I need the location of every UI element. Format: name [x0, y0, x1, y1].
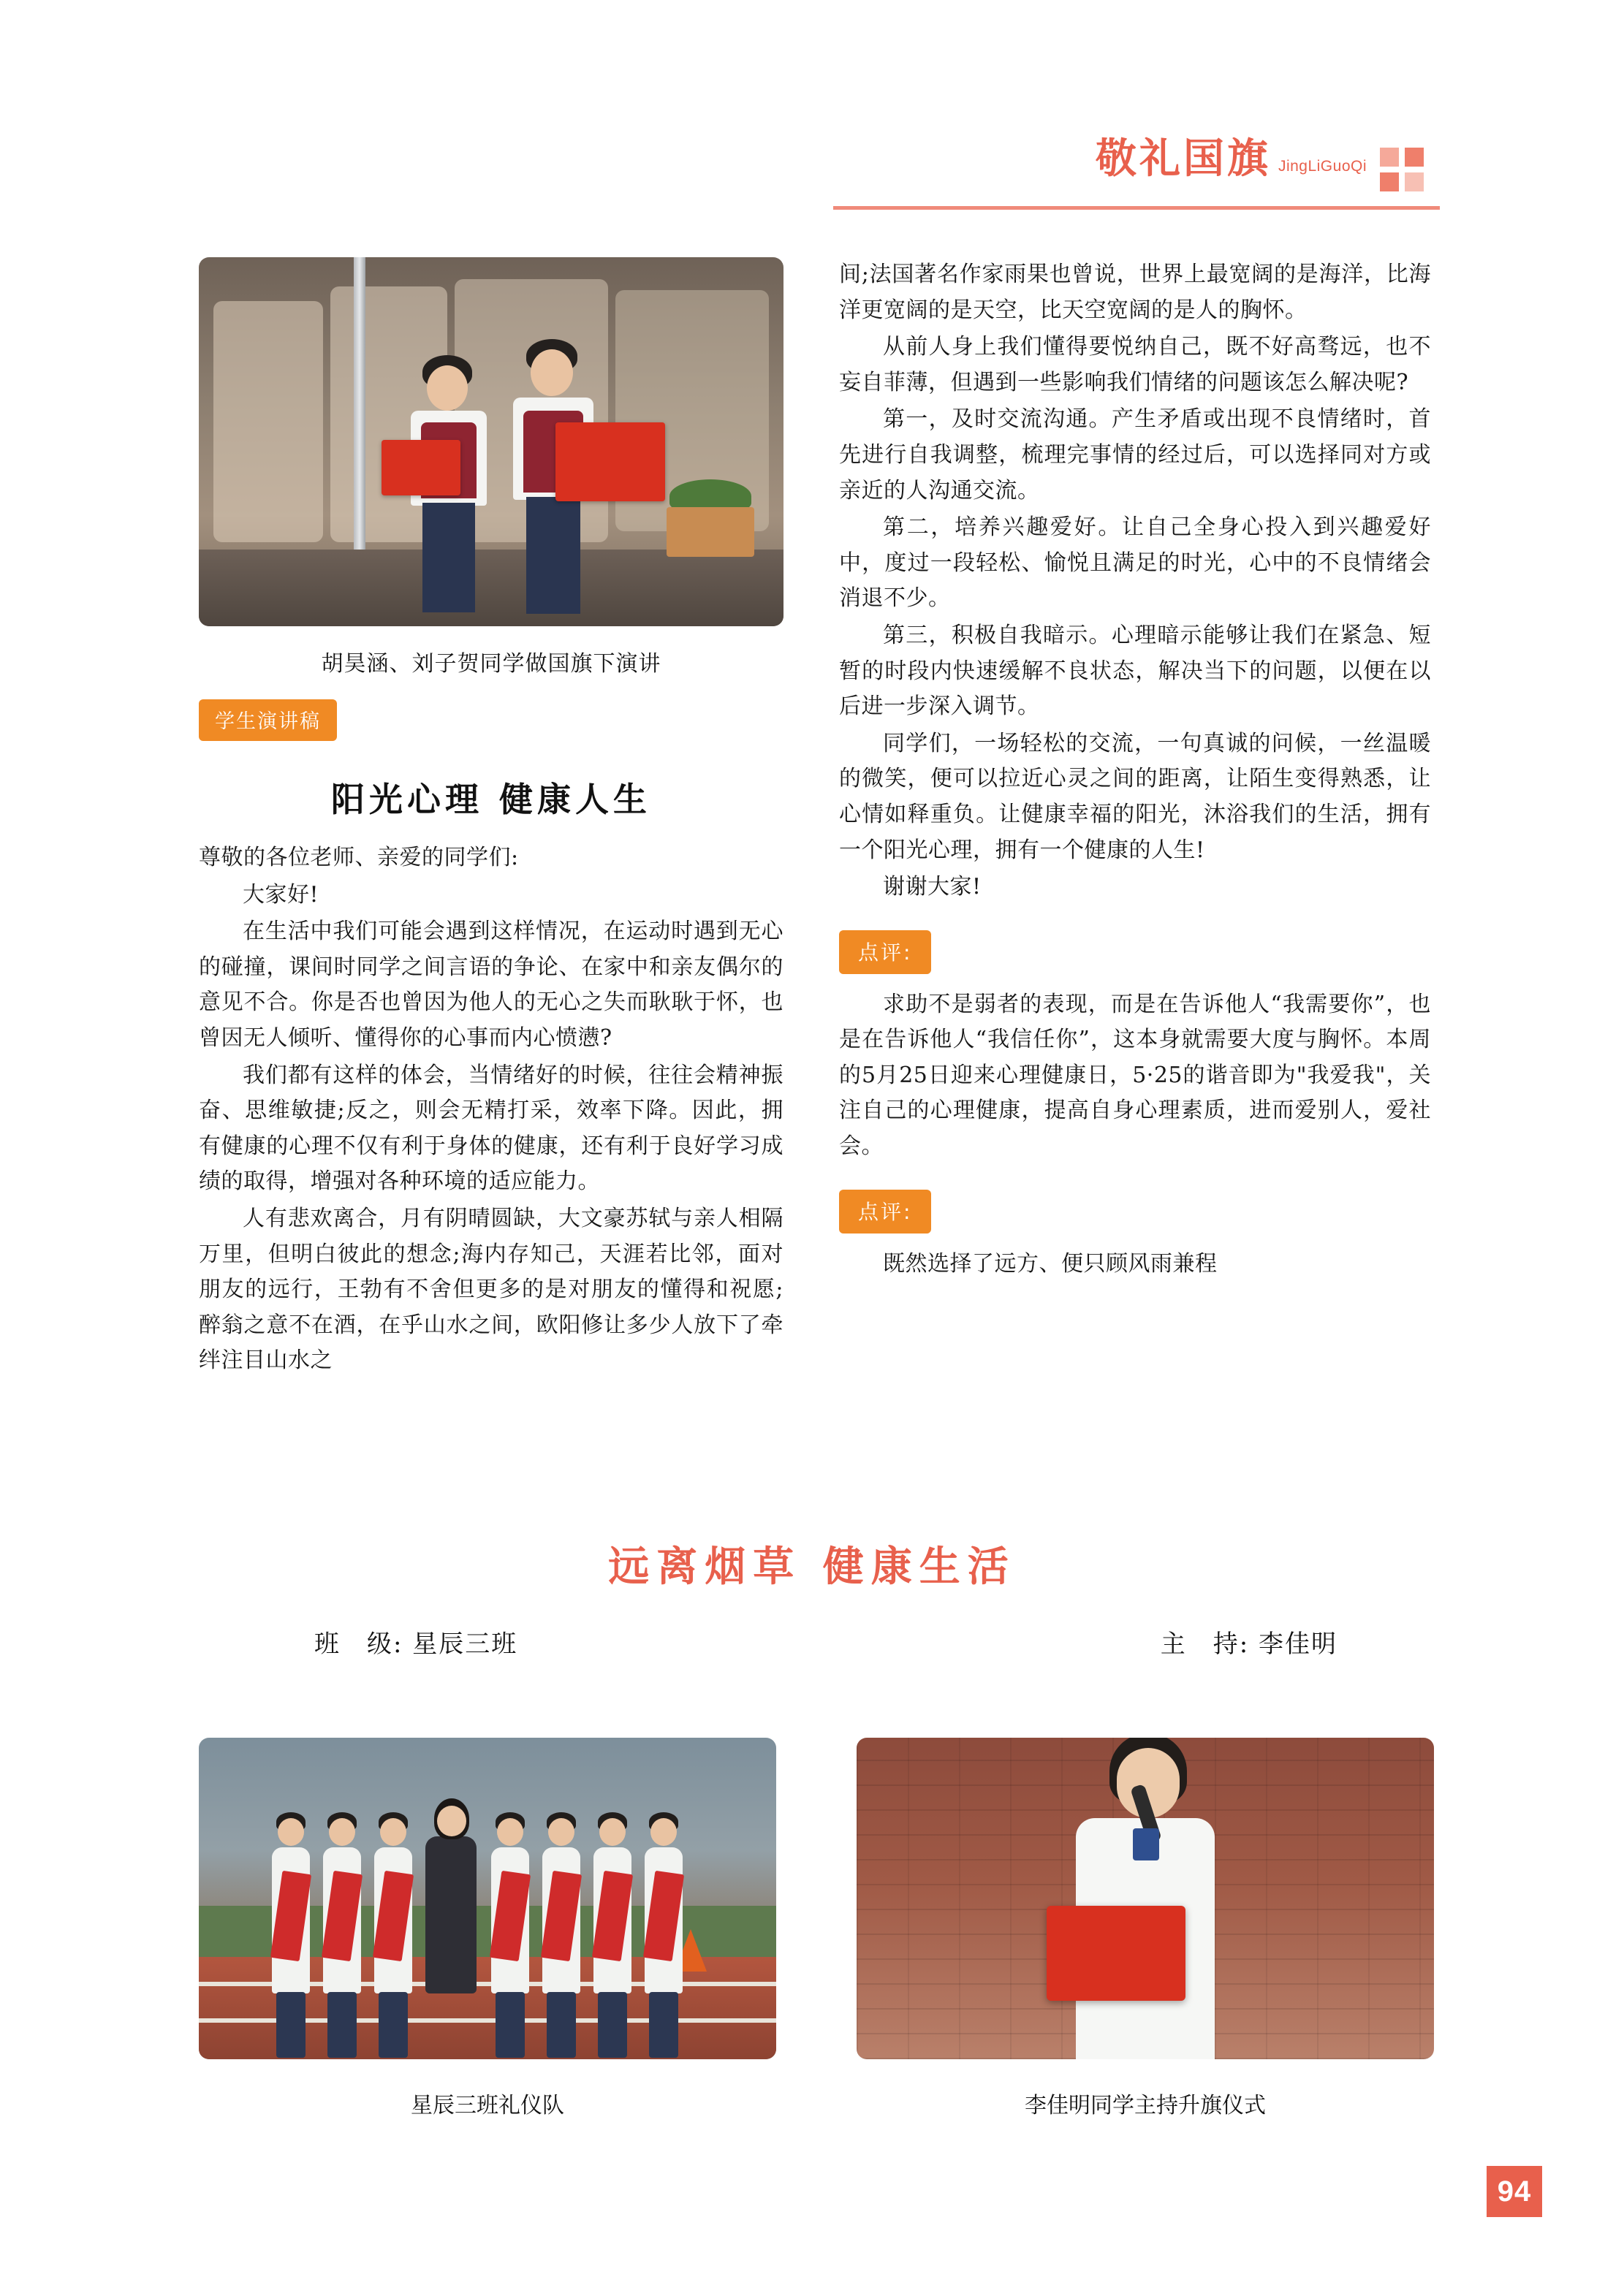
page-header — [833, 135, 1447, 209]
tag-comment-1: 点评: — [839, 930, 931, 974]
paragraph: 谢谢大家! — [883, 874, 982, 900]
comment-text-1 — [839, 987, 1431, 1165]
paragraph: 间;法国著名作家雨果也曾说，世界上最宽阔的是海洋，比海洋更宽阔的是天空，比天空宽阔的是人的胸怀。 — [839, 262, 1431, 323]
comment-text-2 — [839, 1247, 1431, 1282]
photo-caption-etiquette-team: 星辰三班礼仪队 — [411, 2093, 564, 2118]
decorative-squares-icon — [1380, 148, 1433, 200]
photo-etiquette-team — [199, 1738, 776, 2059]
class-label: 班 级: 星辰三班 — [314, 1630, 518, 1659]
page-title: 敬礼国旗 — [1095, 135, 1271, 183]
photo-host — [857, 1738, 1434, 2059]
bottom-photo-captions — [199, 2087, 1434, 2119]
paragraph: 既然选择了远方、便只顾风雨兼程 — [883, 1250, 1218, 1277]
header-divider — [833, 206, 1440, 210]
paragraph: 从前人身上我们懂得要悦纳自己，既不好高骛远，也不妄自菲薄，但遇到一些影响我们情绪的问题该怎么解决呢? — [839, 334, 1431, 395]
right-body-text — [839, 257, 1431, 905]
left-column — [199, 257, 783, 1380]
left-body-text — [199, 840, 783, 1379]
speech-title: 阳光心理 健康人生 — [330, 780, 651, 819]
photo-speech — [199, 257, 783, 626]
photo-caption-host: 李佳明同学主持升旗仪式 — [1025, 2093, 1266, 2118]
section-title-tobacco: 远离烟草 健康生活 — [608, 1543, 1016, 1591]
bottom-photos-row — [199, 1738, 1434, 2059]
paragraph: 大家好! — [243, 881, 319, 908]
paragraph: 我们都有这样的体会，当情绪好的时候，往往会精神振奋、思维敏捷;反之，则会无精打采，效率下降。因此，拥有健康的心理不仅有利于身体的健康，还有利于良好学习成绩的取得，增强对各种环境的适应能力。 — [199, 1062, 783, 1195]
paragraph: 在生活中我们可能会遇到这样情况，在运动时遇到无心的碰撞，课间时同学之间言语的争论、在家中和亲友偶尔的意见不合。你是否也曾因为他人的无心之失而耿耿于怀，也曾因无人倾听、懂得你的心事而内心愤懑? — [199, 919, 783, 1051]
paragraph: 第二，培养兴趣爱好。让自己全身心投入到兴趣爱好中，度过一段轻松、愉悦且满足的时光，心中的不良情绪会消退不少。 — [839, 514, 1431, 612]
page-subtitle: JingLiGuoQi — [1278, 158, 1367, 175]
page-number: 94 — [1487, 2166, 1542, 2217]
header-title-group — [1095, 135, 1367, 183]
paragraph: 人有悲欢离合，月有阴晴圆缺，大文豪苏轼与亲人相隔万里，但明白彼此的想念;海内存知己，天涯若比邻，面对朋友的远行，王勃有不舍但更多的是对朋友的懂得和祝愿;醉翁之意不在酒，在乎山水之间，欧阳修让多少人放下了牵绊注目山水之 — [199, 1205, 783, 1374]
tag-student-speech: 学生演讲稿 — [199, 699, 337, 741]
paragraph: 同学们，一场轻松的交流，一句真诚的问候，一丝温暖的微笑，便可以拉近心灵之间的距离，让陌生变得熟悉，让心情如释重负。让健康幸福的阳光，沐浴我们的生活，拥有一个阳光心理，拥有一个健康的人生! — [839, 730, 1431, 863]
paragraph: 第三，积极自我暗示。心理暗示能够让我们在紧急、短暂的时段内快速缓解不良状态，解决当下的问题，以便在以后进一步深入调节。 — [839, 622, 1431, 720]
host-label: 主 持: 李佳明 — [1160, 1630, 1337, 1659]
right-column — [839, 257, 1431, 1283]
paragraph: 求助不是弱者的表现，而是在告诉他人“我需要你”，也是在告诉他人“我信任你”，这本身就需要大度与胸怀。本周的5月25日迎来心理健康日，5·25的谐音即为"我爱我"，关注自己的心理健康，提高自身心理素质，进而爱别人，爱社会。 — [839, 991, 1431, 1160]
paragraph: 尊敬的各位老师、亲爱的同学们: — [199, 845, 519, 870]
tag-comment-2: 点评: — [839, 1190, 931, 1233]
paragraph: 第一，及时交流沟通。产生矛盾或出现不良情绪时，首先进行自我调整，梳理完事情的经过后，可以选择同对方或亲近的人沟通交流。 — [839, 406, 1431, 503]
host-figure — [1076, 1818, 1215, 2059]
photo-caption-speech: 胡昊涵、刘子贺同学做国旗下演讲 — [321, 651, 661, 677]
section-meta-row — [314, 1624, 1337, 1660]
